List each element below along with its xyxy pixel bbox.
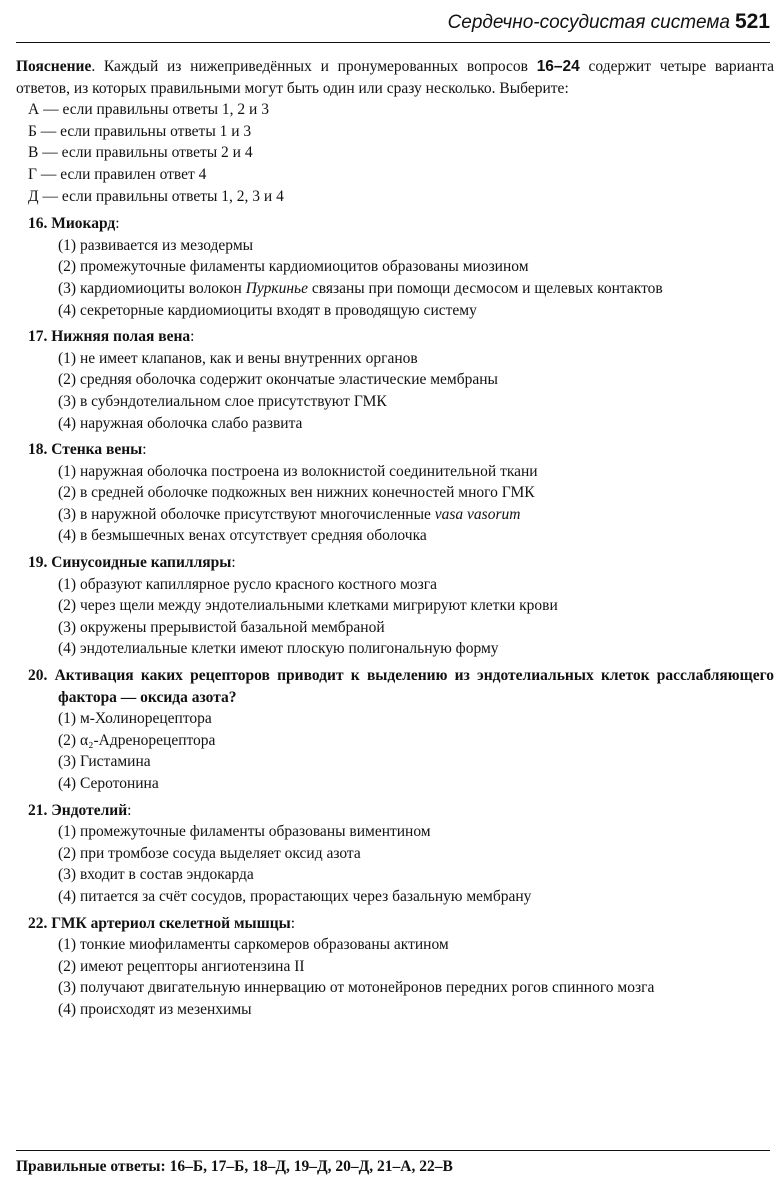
explanation-text-b: содержит четыре варианта ответов, из которых правильными могут быть один или сразу несколько. Выберите: (16, 58, 774, 97)
answer-list (16, 348, 774, 434)
question-20 (16, 665, 774, 795)
answer-item: (1) тонкие миофиламенты саркомеров образованы актином (58, 936, 449, 954)
answer-item: (3) входит в состав эндокарда (58, 866, 254, 884)
question-title: 17. Нижняя полая вена: (28, 328, 195, 346)
answer-item: (4) питается за счёт сосудов, прорастающих через базальную мембрану (58, 887, 532, 905)
header-rule (16, 42, 770, 43)
question-number: 16 (28, 215, 44, 233)
answer-item: (1) развивается из мезодермы (58, 236, 254, 254)
question-number: 21 (28, 801, 44, 819)
question-text: Синусоидные капилляры (51, 554, 232, 572)
question-text: Активация каких рецепторов приводит к выделению из эндотелиальных клеток расслабляющего фактора — оксида азота? (54, 667, 774, 706)
answer-item: (2) промежуточные филаменты кардиомиоцитов образованы миозином (58, 258, 529, 276)
answer-item: (1) наружная оболочка построена из волокнистой соединительной ткани (58, 462, 538, 480)
answer-item: (4) Серотонина (58, 775, 159, 792)
answer-item: (3) получают двигательную иннервацию от мотонейронов передних рогов спинного мозга (58, 979, 655, 997)
option-b: Б — если правильны ответы 1 и 3 (28, 122, 252, 140)
question-title: 21. Эндотелий: (28, 801, 132, 819)
answer-list (16, 934, 774, 1020)
question-title: 22. ГМК артериол скелетной мышцы: (28, 914, 296, 932)
question-19 (16, 552, 774, 660)
question-title: 16. Миокард: (28, 215, 120, 233)
question-text: Миокард (51, 215, 116, 233)
answer-item: (4) в безмышечных венах отсутствует средняя оболочка (58, 527, 427, 545)
answer-item: (3) Гистамина (58, 753, 151, 771)
question-title: 20. Активация каких рецепторов приводит к выделению из эндотелиальных клеток расслабляющего фактора — оксида азота? (28, 667, 774, 706)
page-footer (16, 1150, 770, 1175)
question-title: 18. Стенка вены: (28, 441, 147, 459)
page-content (16, 56, 774, 1021)
answer-item: (4) эндотелиальные клетки имеют плоскую полигональную форму (58, 640, 499, 658)
option-g: Г — если правилен ответ 4 (28, 165, 207, 183)
answer-list (16, 821, 774, 907)
question-range: 16–24 (536, 58, 580, 75)
question-number: 20 (28, 667, 44, 685)
question-text: ГМК артериол скелетной мышцы (51, 914, 291, 932)
page-number: 521 (734, 10, 770, 33)
question-number: 17 (28, 328, 44, 346)
question-number: 18 (28, 441, 44, 459)
answer-key-options (28, 99, 774, 207)
answer-item: (2) средняя оболочка содержит окончатые эластические мембраны (58, 371, 498, 389)
answer-item: (3) окружены прерывистой базальной мембраной (58, 618, 385, 636)
answer-item: (4) наружная оболочка слабо развита (58, 414, 303, 432)
option-d: Д — если правильны ответы 1, 2, 3 и 4 (28, 187, 284, 205)
answer-item: (3) в наружной оболочке присутствуют многочисленные vasa vasorum (58, 505, 521, 523)
question-text: Нижняя полая вена (51, 328, 191, 346)
answer-item: (4) секреторные кардиомиоциты входят в проводящую систему (58, 301, 477, 319)
option-v: В — если правильны ответы 2 и 4 (28, 144, 253, 162)
answer-item: (1) м-Холинорецептора (58, 710, 212, 728)
explanation-label: Пояснение (16, 58, 92, 75)
answer-item: (2) при тромбозе сосуда выделяет оксид азота (58, 844, 361, 862)
explanation-paragraph (16, 56, 774, 99)
option-a: А — если правильны ответы 1, 2 и 3 (28, 101, 269, 119)
answer-item: (3) кардиомиоциты волокон Пуркинье связаны при помощи десмосом и щелевых контактов (58, 279, 663, 297)
question-17 (16, 326, 774, 434)
answer-item: (2) через щели между эндотелиальными клетками мигрируют клетки крови (58, 597, 558, 615)
question-text: Стенка вены (51, 441, 143, 459)
answer-item: (1) образуют капиллярное русло красного костного мозга (58, 575, 437, 593)
question-text: Эндотелий (51, 801, 128, 819)
answer-item: (1) не имеет клапанов, как и вены внутренних органов (58, 349, 418, 367)
answer-item: (3) в субэндотелиальном слое присутствуют ГМК (58, 392, 387, 410)
question-number: 19 (28, 554, 44, 572)
answer-item: (2) имеют рецепторы ангиотензина II (58, 957, 305, 975)
correct-answers: Правильные ответы: 16–Б, 17–Б, 18–Д, 19–Д, 20–Д, 21–А, 22–В (16, 1158, 453, 1175)
explanation-text-a: . Каждый из нижеприведённых и пронумерованных вопросов (91, 58, 537, 75)
question-16 (16, 213, 774, 321)
question-title: 19. Синусоидные капилляры: (28, 554, 236, 572)
answer-list (16, 461, 774, 547)
page-header (0, 0, 780, 40)
answer-list (16, 708, 774, 794)
answer-list (16, 574, 774, 660)
answer-list (16, 235, 774, 321)
answer-item: (2) в средней оболочке подкожных вен нижних конечностей много ГМК (58, 484, 535, 502)
question-21 (16, 800, 774, 908)
answer-item: (1) промежуточные филаменты образованы виментином (58, 823, 431, 841)
question-18 (16, 439, 774, 547)
answer-item: (2) α₂-Адренорецептора (58, 731, 216, 749)
question-22 (16, 913, 774, 1021)
question-number: 22 (28, 914, 44, 932)
running-title: Сердечно-сосудистая система (447, 12, 730, 33)
question-list (16, 213, 774, 1020)
answer-item: (4) происходят из мезенхимы (58, 1000, 252, 1018)
